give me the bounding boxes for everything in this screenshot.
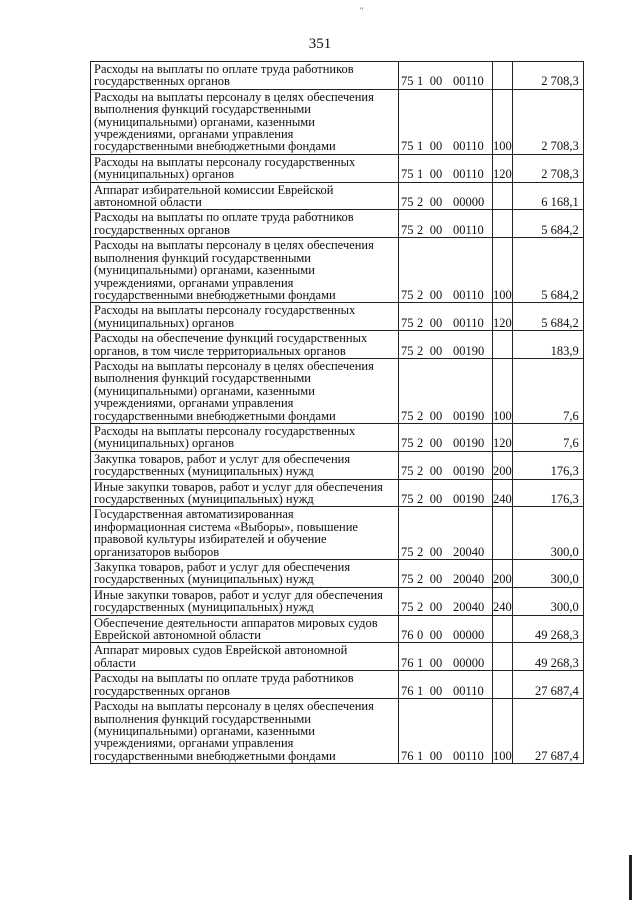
row-name	[91, 331, 399, 359]
row-name-line: Расходы на выплаты по оплате труда работников	[94, 62, 354, 76]
code-expense: 00190	[453, 464, 485, 479]
row-expense-type	[493, 507, 513, 560]
row-name-line: государственных (муниципальных) нужд	[94, 600, 314, 615]
table-row	[91, 182, 584, 210]
row-name	[91, 238, 399, 303]
table-row	[91, 331, 584, 359]
row-expense-type	[493, 62, 513, 90]
row-amount: 300,0	[512, 587, 583, 615]
row-name-line: Иные закупки товаров, работ и услуг для обеспечения	[94, 479, 383, 494]
row-name-line: Расходы на обеспечение функций государственных	[94, 331, 368, 346]
row-expense-type	[493, 182, 513, 210]
code-program: 75	[401, 436, 414, 451]
row-name-line: правовой культуры избирателей и обучение	[94, 532, 327, 547]
table-row	[91, 154, 584, 182]
code-expense: 00110	[453, 74, 484, 89]
row-name-line: Расходы на выплаты персоналу в целях обеспечения	[94, 699, 374, 714]
row-name-line: выполнения функций государственными	[94, 371, 311, 386]
page-edge-mark	[629, 855, 632, 900]
row-name-line: (муниципальными) органами, казенными	[94, 723, 315, 738]
code-subprogram: 1	[417, 683, 424, 698]
code-direction: 00	[429, 343, 443, 358]
row-name-line: учреждениями, органами управления	[94, 275, 294, 290]
code-subprogram: 2	[417, 287, 424, 302]
code-direction: 00	[429, 464, 443, 479]
row-name-line: Расходы на выплаты по оплате труда работников	[94, 210, 354, 225]
code-expense: 00110	[453, 167, 484, 182]
code-subprogram: 2	[417, 464, 424, 479]
row-amount: 183,9	[512, 331, 583, 359]
row-amount: 300,0	[512, 560, 583, 588]
row-code	[399, 643, 493, 671]
code-program: 75	[401, 544, 414, 559]
row-amount: 300,0	[512, 507, 583, 560]
row-expense-type: 120	[493, 423, 513, 451]
table-row	[91, 615, 584, 643]
row-expense-type: 240	[493, 479, 513, 507]
row-name	[91, 451, 399, 479]
row-expense-type: 100	[493, 238, 513, 303]
row-name-line: государственных органов	[94, 683, 230, 698]
code-program: 75	[401, 195, 414, 210]
row-code	[399, 89, 493, 154]
row-name	[91, 699, 399, 764]
row-name-line: информационная система «Выборы», повышение	[94, 519, 358, 534]
code-subprogram: 1	[417, 748, 424, 763]
budget-table	[90, 61, 584, 764]
row-amount: 27 687,4	[512, 699, 583, 764]
row-amount: 49 268,3	[512, 615, 583, 643]
code-program: 75	[401, 343, 414, 358]
row-expense-type: 100	[493, 699, 513, 764]
row-amount: 176,3	[512, 451, 583, 479]
code-program: 76	[401, 748, 414, 763]
row-amount: 2 708,3	[512, 62, 583, 90]
row-expense-type	[493, 210, 513, 238]
code-direction: 00	[429, 222, 443, 237]
code-direction: 00	[429, 287, 443, 302]
row-expense-type: 120	[493, 154, 513, 182]
row-code	[399, 615, 493, 643]
table-row	[91, 643, 584, 671]
row-code	[399, 358, 493, 423]
row-code	[399, 303, 493, 331]
row-name-line: Иные закупки товаров, работ и услуг для обеспечения	[94, 587, 383, 602]
code-expense: 00110	[453, 748, 484, 763]
row-name	[91, 89, 399, 154]
code-direction: 00	[429, 436, 443, 451]
table-row	[91, 303, 584, 331]
code-program: 75	[401, 74, 414, 89]
row-expense-type: 200	[493, 451, 513, 479]
code-subprogram: 2	[417, 544, 424, 559]
code-subprogram: 2	[417, 600, 424, 615]
row-name	[91, 154, 399, 182]
code-subprogram: 0	[417, 628, 424, 643]
row-amount: 7,6	[512, 358, 583, 423]
table-row	[91, 587, 584, 615]
row-name-line: государственных (муниципальных) нужд	[94, 464, 314, 479]
row-expense-type: 100	[493, 358, 513, 423]
code-direction: 00	[429, 544, 443, 559]
code-expense: 00190	[453, 408, 485, 423]
row-expense-type: 100	[493, 89, 513, 154]
row-code	[399, 451, 493, 479]
row-expense-type: 240	[493, 587, 513, 615]
row-name-line: государственными внебюджетными фондами	[94, 287, 336, 302]
row-name-line: Закупка товаров, работ и услуг для обеспечения	[94, 451, 351, 466]
row-code	[399, 62, 493, 90]
row-name-line: учреждениями, органами управления	[94, 736, 294, 751]
table-row	[91, 479, 584, 507]
table-row	[91, 358, 584, 423]
row-name	[91, 303, 399, 331]
row-code	[399, 671, 493, 699]
table-row	[91, 560, 584, 588]
row-name-line: Аппарат мировых судов Еврейской автономной	[94, 643, 348, 658]
code-expense: 00000	[453, 628, 485, 643]
code-program: 75	[401, 167, 414, 182]
row-name-line: государственными внебюджетными фондами	[94, 408, 336, 423]
row-code	[399, 560, 493, 588]
row-code	[399, 507, 493, 560]
row-name-line: государственными внебюджетными фондами	[94, 139, 336, 154]
code-direction: 00	[429, 748, 443, 763]
row-name-line: (муниципальных) органов	[94, 436, 235, 451]
row-name	[91, 560, 399, 588]
code-expense: 20040	[453, 572, 485, 587]
row-amount: 5 684,2	[512, 210, 583, 238]
code-subprogram: 1	[417, 139, 424, 154]
code-expense: 00190	[453, 492, 485, 506]
row-name	[91, 643, 399, 671]
code-subprogram: 2	[417, 572, 424, 587]
code-direction: 00	[429, 492, 443, 506]
table-row	[91, 238, 584, 303]
code-expense: 00110	[453, 315, 484, 330]
row-name-line: Расходы на выплаты персоналу в целях обеспечения	[94, 89, 374, 104]
row-name	[91, 615, 399, 643]
row-amount: 176,3	[512, 479, 583, 507]
code-program: 75	[401, 464, 414, 479]
row-code	[399, 423, 493, 451]
row-name-line: Расходы на выплаты персоналу государственных	[94, 154, 356, 169]
code-program: 75	[401, 222, 414, 237]
code-expense: 00190	[453, 343, 485, 358]
row-name	[91, 671, 399, 699]
row-name-line: государственных органов	[94, 74, 230, 89]
row-code	[399, 238, 493, 303]
row-code	[399, 210, 493, 238]
code-direction: 00	[429, 600, 443, 615]
code-expense: 00000	[453, 195, 485, 210]
row-name-line: Еврейской автономной области	[94, 628, 261, 643]
row-name-line: учреждениями, органами управления	[94, 396, 294, 411]
budget-table-body	[91, 62, 584, 764]
code-program: 75	[401, 572, 414, 587]
row-name-line: Расходы на выплаты персоналу в целях обеспечения	[94, 238, 374, 253]
row-name-line: органов, в том числе территориальных органов	[94, 343, 346, 358]
row-name	[91, 358, 399, 423]
row-code	[399, 479, 493, 507]
code-expense: 00110	[453, 683, 484, 698]
row-code	[399, 182, 493, 210]
code-direction: 00	[429, 195, 443, 210]
row-name-line: государственными внебюджетными фондами	[94, 748, 336, 763]
row-expense-type: 200	[493, 560, 513, 588]
code-direction: 00	[429, 628, 443, 643]
row-name-line: (муниципальных) органов	[94, 315, 235, 330]
row-name-line: Расходы на выплаты по оплате труда работников	[94, 671, 354, 686]
code-expense: 00190	[453, 436, 485, 451]
row-name-line: Аппарат избирательной комиссии Еврейской	[94, 182, 334, 197]
code-expense: 00110	[453, 222, 484, 237]
code-direction: 00	[429, 315, 443, 330]
table-row	[91, 699, 584, 764]
code-expense: 00110	[453, 287, 484, 302]
code-direction: 00	[429, 139, 443, 154]
row-name-line: организаторов выборов	[94, 544, 220, 559]
code-program: 75	[401, 139, 414, 154]
row-code	[399, 587, 493, 615]
code-program: 75	[401, 287, 414, 302]
row-amount: 49 268,3	[512, 643, 583, 671]
code-direction: 00	[429, 683, 443, 698]
code-program: 75	[401, 492, 414, 506]
code-subprogram: 2	[417, 436, 424, 451]
code-expense: 20040	[453, 544, 485, 559]
row-name-line: области	[94, 655, 136, 670]
row-name	[91, 182, 399, 210]
code-direction: 00	[429, 74, 443, 89]
table-row	[91, 210, 584, 238]
row-name	[91, 210, 399, 238]
code-subprogram: 2	[417, 195, 424, 210]
row-expense-type	[493, 643, 513, 671]
row-name-line: государственных (муниципальных) нужд	[94, 572, 314, 587]
code-program: 75	[401, 315, 414, 330]
table-row	[91, 423, 584, 451]
table-row	[91, 451, 584, 479]
row-expense-type: 120	[493, 303, 513, 331]
row-expense-type	[493, 331, 513, 359]
page-number: 351	[308, 36, 332, 52]
code-program: 75	[401, 600, 414, 615]
row-name	[91, 479, 399, 507]
code-subprogram: 2	[417, 492, 424, 506]
code-subprogram: 2	[417, 222, 424, 237]
row-amount: 2 708,3	[512, 89, 583, 154]
row-name-line: (муниципальными) органами, казенными	[94, 263, 315, 278]
code-direction: 00	[429, 167, 443, 182]
row-name-line: государственных органов	[94, 222, 230, 237]
code-program: 76	[401, 655, 414, 670]
row-name-line: (муниципальными) органами, казенными	[94, 114, 315, 129]
code-expense: 00110	[453, 139, 484, 154]
row-amount: 7,6	[512, 423, 583, 451]
row-amount: 6 168,1	[512, 182, 583, 210]
code-subprogram: 1	[417, 655, 424, 670]
row-expense-type	[493, 615, 513, 643]
row-name	[91, 423, 399, 451]
row-name-line: (муниципальными) органами, казенными	[94, 383, 315, 398]
code-program: 75	[401, 408, 414, 423]
code-expense: 00000	[453, 655, 485, 670]
row-code	[399, 699, 493, 764]
code-subprogram: 1	[417, 74, 424, 89]
row-name-line: Расходы на выплаты персоналу государственных	[94, 423, 356, 438]
row-name	[91, 507, 399, 560]
row-name-line: учреждениями, органами управления	[94, 127, 294, 142]
code-subprogram: 2	[417, 315, 424, 330]
row-amount: 5 684,2	[512, 303, 583, 331]
row-name-line: (муниципальных) органов	[94, 167, 235, 182]
code-subprogram: 1	[417, 167, 424, 182]
row-name-line: выполнения функций государственными	[94, 102, 311, 117]
row-name-line: Обеспечение деятельности аппаратов мировых судов	[94, 615, 378, 630]
top-mark: ''	[360, 6, 364, 16]
table-row	[91, 507, 584, 560]
row-name-line: Закупка товаров, работ и услуг для обеспечения	[94, 560, 351, 575]
row-name-line: выполнения функций государственными	[94, 250, 311, 265]
code-program: 76	[401, 628, 414, 643]
table-row	[91, 671, 584, 699]
code-expense: 20040	[453, 600, 485, 615]
row-amount: 5 684,2	[512, 238, 583, 303]
row-name-line: государственных (муниципальных) нужд	[94, 492, 314, 506]
row-name-line: Государственная автоматизированная	[94, 507, 294, 522]
row-amount: 27 687,4	[512, 671, 583, 699]
row-code	[399, 154, 493, 182]
row-amount: 2 708,3	[512, 154, 583, 182]
row-name	[91, 62, 399, 90]
row-name	[91, 587, 399, 615]
table-row	[91, 62, 584, 90]
table-row	[91, 89, 584, 154]
code-program: 76	[401, 683, 414, 698]
row-name-line: автономной области	[94, 195, 202, 210]
code-subprogram: 2	[417, 343, 424, 358]
code-direction: 00	[429, 572, 443, 587]
row-name-line: Расходы на выплаты персоналу государственных	[94, 303, 356, 318]
code-subprogram: 2	[417, 408, 424, 423]
code-direction: 00	[429, 655, 443, 670]
row-name-line: Расходы на выплаты персоналу в целях обеспечения	[94, 358, 374, 373]
code-direction: 00	[429, 408, 443, 423]
row-code	[399, 331, 493, 359]
row-expense-type	[493, 671, 513, 699]
row-name-line: выполнения функций государственными	[94, 711, 311, 726]
